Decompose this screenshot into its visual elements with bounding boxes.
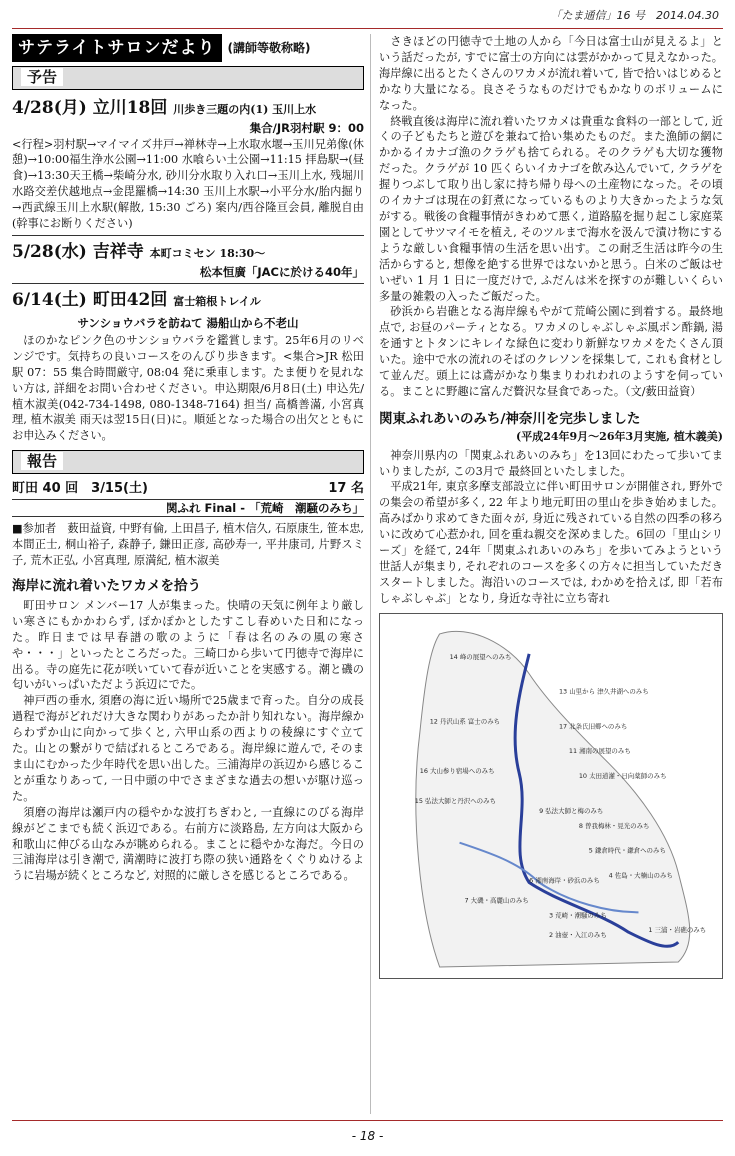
event3-body: ほのかなピンク色のサンショウバラを鑑賞します。25年6月のリベンジです。気持ちの良いコースをのんびり歩きます。<集合>JR 松田駅 07：55 集合時間厳守, 08:04 発に乗車します。たま便りを見れない方は, 詳細をお問い合わせください。申込期限/6月8日(土) 申込先/植木淑美(042-734-1498, 080-1348-7164) 担当/ 高橋善滿, 小宮真理, 植木淑美 雨天は翌15日(日)に。順延となった場合の出欠とともにお申込みください。 — [12, 333, 364, 443]
hokoku-label: 報告 — [21, 452, 63, 470]
article1-para: 砂浜から岩礁となる海岸線もやがて荒崎公園に到着する。最終地点で, お昼のパーティとなる。ワカメのしゃぶしゃぶ風ポン酢鍋, 湯を通すとトタンにキレイな緑色に変わり新鮮なワカメをたくさん頂いた。途中で水の流れのそばのクレソンを採集して, これも食材として並んだ。頭上には鳶がかなり集まりわれわれのようすを伺っている。まことに野趣に富んだ贅沢な昼食であった。（文/薮田益資） — [379, 305, 723, 398]
hokoku-bar — [12, 450, 364, 474]
map-label: 5 鎌倉時代・鎌倉へのみち — [588, 846, 666, 855]
map-label: 2 油壺・入江のみち — [549, 930, 607, 939]
salon-title: サテライトサロンだより — [12, 34, 222, 62]
salon-heading — [12, 34, 364, 62]
event3-head — [12, 288, 364, 312]
map-label: 6 湘南海岸・砂浜のみち — [529, 876, 600, 885]
map-label: 14 峰の展望へのみち — [449, 652, 512, 661]
report-date: 町田 40 回 3/15(土) — [12, 481, 148, 497]
map-label: 3 荒崎・潮騒のみち — [549, 910, 607, 919]
right-column — [379, 34, 723, 1116]
map-label: 8 曽我梅林・見光のみち — [578, 821, 650, 830]
map-label: 17 北条氏旧郷へのみち — [558, 722, 628, 731]
article2-sub: (平成24年9月～26年3月実施, 植木義美) — [516, 430, 723, 443]
map-label: 9 弘法大師と梅のみち — [539, 806, 604, 815]
report-count: 17 名 — [328, 481, 364, 497]
page-header: 「たま通信」16 号 2014.04.30 — [550, 9, 719, 22]
event2-subtitle: 本町コミセン 18:30～ — [149, 247, 266, 261]
event2-head — [12, 240, 364, 264]
report-participants: ■参加者 薮田益資, 中野有倫, 上田昌子, 植木信久, 石原康生, 笹本忠, 本間正士, 桐山裕子, 森静子, 鎌田正彦, 高砂寿一, 平井康司, 片野スミ子, 荒木正弘, 小宮真理, 原満紀, 植木淑美 — [12, 522, 364, 567]
map-label: 10 太田道灌・日向薬師のみち — [578, 771, 667, 780]
event1-head — [12, 96, 364, 120]
map-label: 16 大山参り宿場へのみち — [419, 766, 495, 775]
event3-sub: サンショウバラを訪ねて 湯船山から不老山 — [77, 315, 299, 330]
map-label: 15 弘法大師と丹沢へのみち — [414, 796, 497, 805]
event3-title: 6/14(土) 町田42回 — [12, 290, 168, 311]
page-number: - 18 - — [351, 1129, 384, 1143]
event1-title: 4/28(月) 立川18回 — [12, 98, 168, 119]
article1-para: 神戸西の垂水, 須磨の海に近い場所で25歳まで育った。自分の成長過程で海がどれだけ大きな関わりがあったか計り知れない。海岸線からわずか山に向かって歩くと, 六甲山系の西よりの稜線にすぐ立てた。山との繋がりで結ばれるところである。海岸線に遊んで, そのまま山にむかった少年時代を思い出した。三浦海岸の浜辺から感じることが重なりあって, 一日中頭の中でさまざまな過去の想いが駆け巡った。 — [12, 694, 364, 803]
article1-para: 町田サロン メンバー17 人が集まった。快晴の天気に例年より厳しい寒さにもかかわらず, ぽかぽかとしたすこし春めいた日和になった。昨日までは早春譜の歌のように「春は名のみの風の寒さや・・・」といったところだった。三崎口から歩いて円徳寺で海岸に出る。寺の庭先に花が咲いていて春が近いことを実感する。潮と磯の匂いがいっぱいただよう浜辺にでた。 — [12, 598, 364, 692]
yokoku-label: 予告 — [21, 68, 63, 86]
map-label: 7 大磯・高麗山のみち — [464, 896, 529, 905]
map-label: 12 丹沢山系 富士のみち — [429, 717, 501, 726]
column-divider — [370, 34, 371, 1114]
report-head — [12, 480, 364, 499]
article2-para: 平成21年, 東京多摩支部設立に伴い町田サロンが開催され, 野外での集会の希望が多く, 22 年より地元町田の里山を歩き始めました。高みばかり求めてきた面々が, 身近に残されている自然の四季の移ろいに改めて心惹かれ, 回を重ね親交を深めました。6回の「里山シリーズ」を経て, 24年「関東ふれあいのみち」を歩いてみようという世話人が集まり, それぞれのコースを多くの方々に担当していただきスタートしました。海沿いのコースでは, わかめを拾えば, 即「若布しゃぶしゃぶ」となり, 身近な寺社に立ち寄れ — [379, 480, 723, 605]
article1-para: 須磨の海岸は瀬戸内の穏やかな波打ちぎわと, 一直線にのびる海岸線がどこまでも続く浜辺である。右前方に淡路島, 左方向は大阪から和歌山に伸びる山なみが眺められる。まことに穏やかな海だ。今日の三浦海岸は引き潮で, 満潮時に波打ち際の狭い通路をくぐりぬけるように岩場が続くところなど, 対照的に厳しさを感じるところである。 — [12, 805, 364, 883]
map-label: 11 湘南の展望のみち — [568, 746, 631, 755]
salon-note: (講師等敬称略) — [227, 40, 311, 55]
article2-para: 神奈川県内の「関東ふれあいのみち」を13回にわたって歩いてまいりましたが, この3月で 最終回といたしました。 — [379, 448, 723, 478]
map-label: 13 山里から 津久井湖へのみち — [558, 687, 649, 696]
left-column — [12, 34, 364, 1116]
bottom-rule — [12, 1120, 723, 1121]
event1-body: <行程>羽村駅→マイマイズ井戸→禅林寺→上水取水堰→玉川兄弟像(休憩)→10:00福生浄水公園→11:00 水喰らい土公園→11:15 拝島駅→(昼食)→13:30天王橋→柴崎分水, 砂川分水取り入れ口→玉川上水, 残堀川水路交差伏越地点→金毘羅橋→14:30 玉川上水駅→小平分水/胎内掘り→西武線玉川上水駅(解散, 15:30 ごろ) 案内/西谷隆亘会員, 離脱自由(幹事にお断りください) — [12, 137, 364, 231]
route-map — [379, 613, 723, 979]
report-sub: 関ふれ Final - 「荒崎 潮騒のみち」 — [12, 500, 364, 517]
article1-para: さきほどの円徳寺で土地の人から「今日は富士山が見えるよ」という話だったが, すでに富士の方向には雲がかかって見えなかった。海岸線に出るとたくさんのワカメが流れ着いて, 皆で拾いはじめるとかなり大量になる。良さそうなものだけでもかなりのボリュームになった。 — [379, 35, 723, 112]
divider — [12, 283, 364, 284]
event1-subtitle: 川歩き三題の内(1) 玉川上水 — [173, 103, 317, 117]
event2-sub: 松本恒廣「JACに於ける40年」 — [199, 265, 364, 280]
event1-meet: 集合/JR羽村駅 9：00 — [249, 121, 364, 136]
map-label: 4 佐島・大楠山のみち — [608, 871, 673, 880]
article2-title: 関東ふれあいのみち/神奈川を完歩しました — [379, 410, 641, 427]
yokoku-bar — [12, 66, 364, 90]
map-label: 1 三浦・岩礁のみち — [648, 925, 707, 934]
article1-para: 終戦直後は海岸に流れ着いたワカメは貴重な食料の一部として, 近くの子どもたちと遊びを兼ねて拾い集めたものだ。また漁師の網にかかるイカナゴ漁のクラゲも捨てられる。そのクラゲも大切な獲物だった。クラゲが 10 匹くらいイカナゴを飲み込んでいて, クラゲを握りつぶして取り出し家に持ち帰り母への土産物になった。その頃のイカナゴは現在の釘煮になっているものより大きかったような気がする。戦後の食糧事情がきわめて悪く, 道路脇を掘り起こし家庭菜園としてサツマイモを植え, そのツルまで海水を汲んで漬け物にするような厳しい食糧事情の生活を思い出す。この耐乏生活は昨今の生活からすると, 想像を絶する世界ではないかと思う。白米のご飯はせいぜい 1 月 1 日に一度だけで, ふだんは米を探すのが難しいくらい多量の雑穀の入ったご飯だった。 — [379, 114, 723, 303]
divider — [12, 235, 364, 236]
event2-title: 5/28(水) 吉祥寺 — [12, 242, 144, 263]
top-rule — [12, 28, 723, 29]
article1-title: 海岸に流れ着いたワカメを拾う — [12, 577, 201, 594]
event3-subtitle: 富士箱根トレイル — [173, 295, 261, 309]
